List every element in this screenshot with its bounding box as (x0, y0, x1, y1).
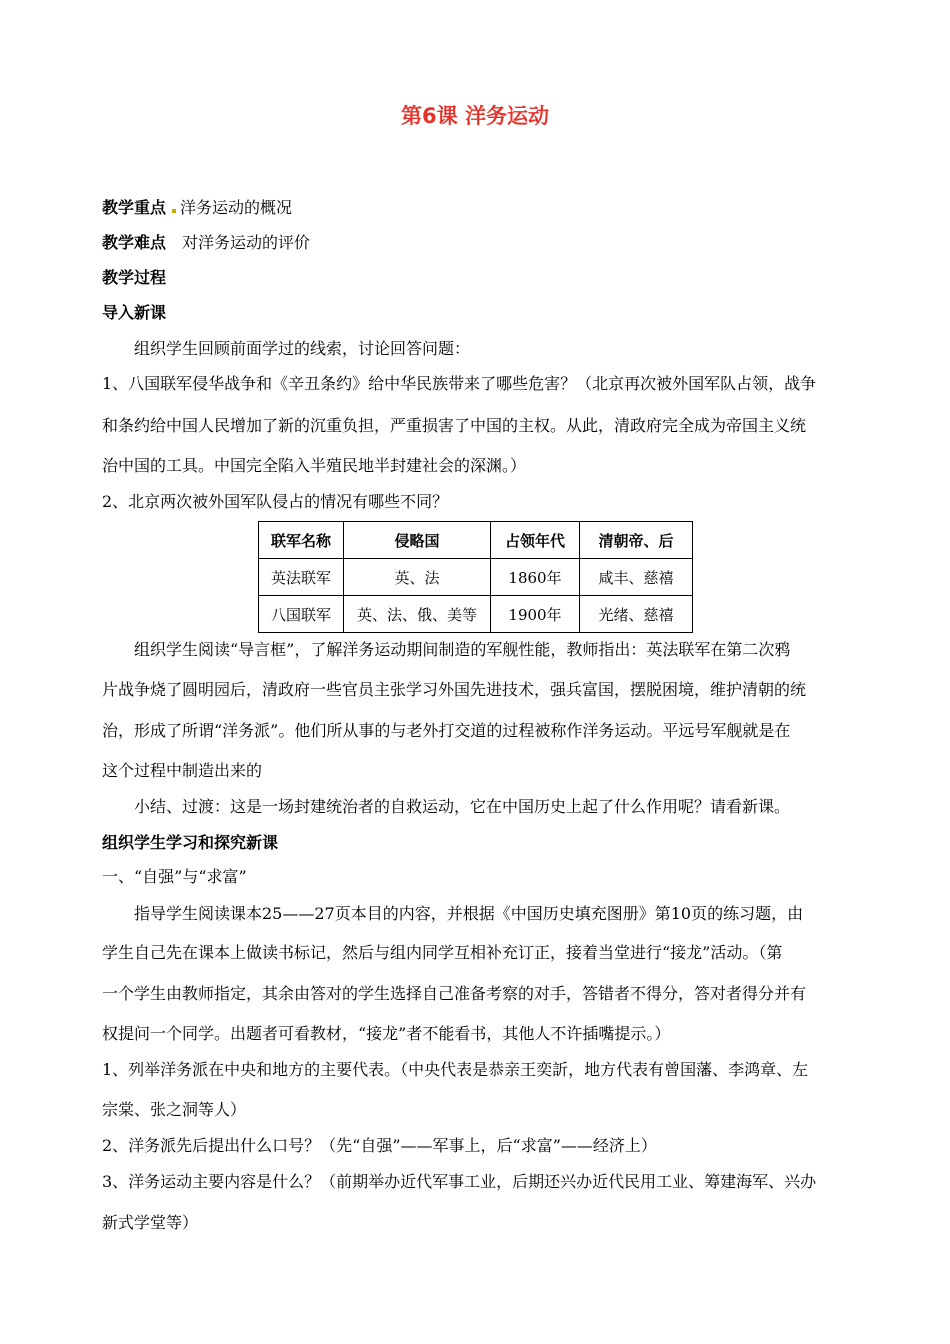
intro-heading: 导入新课 (102, 303, 167, 322)
teaching-focus (102, 198, 292, 218)
table-header-cell: 占领年代 (491, 522, 580, 559)
guide-line: 学生自己先在课本上做读书标记，然后与组内同学互相补充订正，接着当堂进行“接龙”活动。（第 (102, 943, 783, 962)
table-cell: 英、法 (344, 559, 491, 596)
table-cell: 光绪、慈禧 (580, 596, 693, 633)
intro-q1-line: 和条约给中国人民增加了新的沉重负担，严重损害了中国的主权。从此，清政府完全成为帝国主义统 (102, 416, 807, 435)
occupation-comparison-table (258, 521, 693, 633)
lesson-q2: 2、洋务派先后提出什么口号？（先“自强”——军事上，后“求富”——经济上） (102, 1136, 657, 1155)
lesson-q1-line: 1、列举洋务派在中央和地方的主要代表。（中央代表是恭亲王奕訢，地方代表有曾国藩、李鸿章、左 (102, 1060, 809, 1079)
table-header-row (259, 522, 693, 559)
table-cell: 英、法、俄、美等 (344, 596, 491, 633)
table-row (259, 559, 693, 596)
reading-line: 片战争烧了圆明园后，清政府一些官员主张学习外国先进技术，强兵富国，摆脱困境，维护清朝的统 (102, 680, 807, 699)
intro-q1-line: 1、八国联军侵华战争和《辛丑条约》给中华民族带来了哪些危害？（北京再次被外国军队占领，战争 (102, 374, 817, 393)
lesson-q3-line: 新式学堂等） (102, 1213, 199, 1232)
difficulty-text: 对洋务运动的评价 (182, 233, 311, 252)
table-row (259, 596, 693, 633)
teaching-difficulty (102, 233, 310, 253)
focus-text: 洋务运动的概况 (180, 198, 293, 217)
table-cell: 1860年 (491, 559, 580, 596)
intro-q2: 2、北京两次被外国军队侵占的情况有哪些不同？ (102, 492, 449, 511)
reading-line: 这个过程中制造出来的 (102, 761, 263, 780)
guide-line: 一个学生由教师指定，其余由答对的学生选择自己准备考察的对手，答错者不得分，答对者得分并有 (102, 984, 807, 1003)
guide-line: 指导学生阅读课本25——27页本目的内容，并根据《中国历史填充图册》第10页的练习题，由 (134, 904, 804, 923)
reading-line: 组织学生阅读“导言框”，了解洋务运动期间制造的军舰性能，教师指出：英法联军在第二次鸦 (134, 640, 791, 659)
table-header-cell: 联军名称 (259, 522, 344, 559)
guide-line: 权提问一个同学。出题者可看教材，“接龙”者不能看书，其他人不许插嘴提示。） (102, 1024, 671, 1043)
process-heading: 教学过程 (102, 268, 167, 287)
table-header-cell: 侵略国 (344, 522, 491, 559)
page-title: 第6课 洋务运动 (401, 104, 549, 128)
new-lesson-heading: 组织学生学习和探究新课 (102, 833, 279, 852)
table-cell: 英法联军 (259, 559, 344, 596)
summary-line: 小结、过渡：这是一场封建统治者的自救运动，它在中国历史上起了什么作用呢？请看新课。 (134, 797, 791, 816)
dot-mark (172, 209, 176, 213)
intro-q1-line: 治中国的工具。中国完全陷入半殖民地半封建社会的深渊。） (102, 456, 527, 475)
focus-label: 教学重点 (102, 198, 167, 217)
intro-prompt: 组织学生回顾前面学过的线索，讨论回答问题： (134, 339, 471, 358)
table-cell: 咸丰、慈禧 (580, 559, 693, 596)
table-header-cell: 清朝帝、后 (580, 522, 693, 559)
difficulty-label: 教学难点 (102, 233, 167, 252)
lesson-q3-line: 3、洋务运动主要内容是什么？（前期举办近代军事工业，后期还兴办近代民用工业、筹建海军、兴办 (102, 1172, 817, 1191)
table-cell: 八国联军 (259, 596, 344, 633)
section-heading: 一、“自强”与“求富” (102, 867, 247, 886)
reading-line: 治，形成了所谓“洋务派”。他们所从事的与老外打交道的过程被称作洋务运动。平远号军舰就是在 (102, 721, 791, 740)
lesson-q1-line: 宗棠、张之洞等人） (102, 1100, 247, 1119)
table-cell: 1900年 (491, 596, 580, 633)
